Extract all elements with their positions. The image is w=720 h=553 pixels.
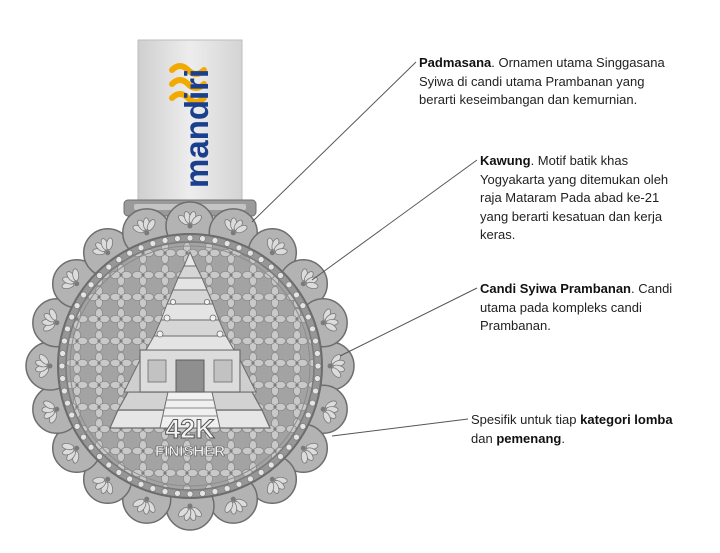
bead bbox=[293, 434, 299, 440]
bead bbox=[81, 434, 87, 440]
bead bbox=[138, 245, 144, 251]
bead bbox=[162, 489, 168, 495]
leader-line-padmasana bbox=[252, 62, 416, 222]
annotation-text: . Ornamen utama Singgasana Syiwa di candi utama Prambanan yang berarti keseimbangan dan kemurnian. bbox=[419, 55, 665, 107]
bead bbox=[293, 292, 299, 298]
bead bbox=[174, 236, 180, 242]
annotation-padmasana bbox=[419, 54, 679, 110]
bead bbox=[224, 241, 230, 247]
annotation-text: . Candi utama pada kompleks candi Prambanan. bbox=[480, 281, 673, 333]
bead bbox=[65, 400, 71, 406]
bead bbox=[61, 338, 67, 344]
bead bbox=[247, 476, 253, 482]
annotation-candi-syiwa bbox=[480, 280, 680, 336]
bead bbox=[150, 241, 156, 247]
bead bbox=[236, 481, 242, 487]
bead bbox=[305, 412, 311, 418]
bead bbox=[106, 462, 112, 468]
bead bbox=[236, 245, 242, 251]
bead bbox=[69, 314, 75, 320]
bead bbox=[286, 282, 292, 288]
bead bbox=[96, 272, 102, 278]
bead bbox=[69, 412, 75, 418]
bead bbox=[61, 388, 67, 394]
annotation-text: . Motif batik khas Yogyakarta yang ditemukan oleh raja Mataram Pada abad ke-21 yang berarti kesatuan dan kerja keras. bbox=[480, 153, 669, 242]
bead bbox=[278, 454, 284, 460]
bead bbox=[59, 363, 65, 369]
bead bbox=[313, 388, 319, 394]
annotation-title: Candi Syiwa Prambanan bbox=[480, 281, 631, 296]
bead bbox=[138, 481, 144, 487]
bead bbox=[300, 423, 306, 429]
bead bbox=[314, 376, 320, 382]
bead bbox=[106, 264, 112, 270]
bead bbox=[315, 363, 321, 369]
bead bbox=[116, 469, 122, 475]
bead bbox=[268, 264, 274, 270]
annotation-title: Kawung bbox=[480, 153, 531, 168]
bead bbox=[300, 303, 306, 309]
bead bbox=[88, 282, 94, 288]
bead bbox=[258, 469, 264, 475]
bead bbox=[309, 400, 315, 406]
bead bbox=[127, 250, 133, 256]
bead bbox=[187, 491, 193, 497]
bead bbox=[74, 423, 80, 429]
leader-line-candi bbox=[340, 288, 477, 356]
annotation-kategori bbox=[471, 411, 691, 448]
bead bbox=[88, 444, 94, 450]
leader-line-kategori bbox=[332, 419, 468, 436]
bead bbox=[258, 257, 264, 263]
bead bbox=[81, 292, 87, 298]
bead bbox=[309, 326, 315, 332]
distance-label: 42K bbox=[165, 414, 215, 444]
bead bbox=[60, 350, 66, 356]
bead bbox=[127, 476, 133, 482]
annotation-bold: pemenang bbox=[496, 430, 562, 446]
leader-line-kawung bbox=[312, 160, 477, 280]
bead bbox=[96, 454, 102, 460]
finisher-label: FINISHER bbox=[154, 443, 226, 460]
bead bbox=[150, 485, 156, 491]
bead bbox=[65, 326, 71, 332]
bead bbox=[212, 489, 218, 495]
bead bbox=[200, 490, 206, 496]
bead bbox=[174, 490, 180, 496]
bead bbox=[200, 236, 206, 242]
annotation-text: . bbox=[561, 430, 565, 446]
annotation-text: Spesifik untuk tiap bbox=[471, 412, 581, 427]
annotation-text: dan bbox=[471, 430, 497, 446]
bead bbox=[286, 444, 292, 450]
bead bbox=[224, 485, 230, 491]
annotation-bold: kategori lomba bbox=[580, 412, 673, 427]
bead bbox=[313, 338, 319, 344]
bead bbox=[247, 250, 253, 256]
bead bbox=[268, 462, 274, 468]
annotation-title: Padmasana bbox=[419, 55, 492, 70]
bead bbox=[60, 376, 66, 382]
bead bbox=[162, 237, 168, 243]
annotation-kawung bbox=[480, 152, 690, 245]
ribbon-brand: mandiri bbox=[178, 68, 215, 188]
bead bbox=[278, 272, 284, 278]
bead bbox=[305, 314, 311, 320]
bead bbox=[187, 235, 193, 241]
bead bbox=[116, 257, 122, 263]
bead bbox=[314, 350, 320, 356]
bead bbox=[74, 303, 80, 309]
bead bbox=[212, 237, 218, 243]
